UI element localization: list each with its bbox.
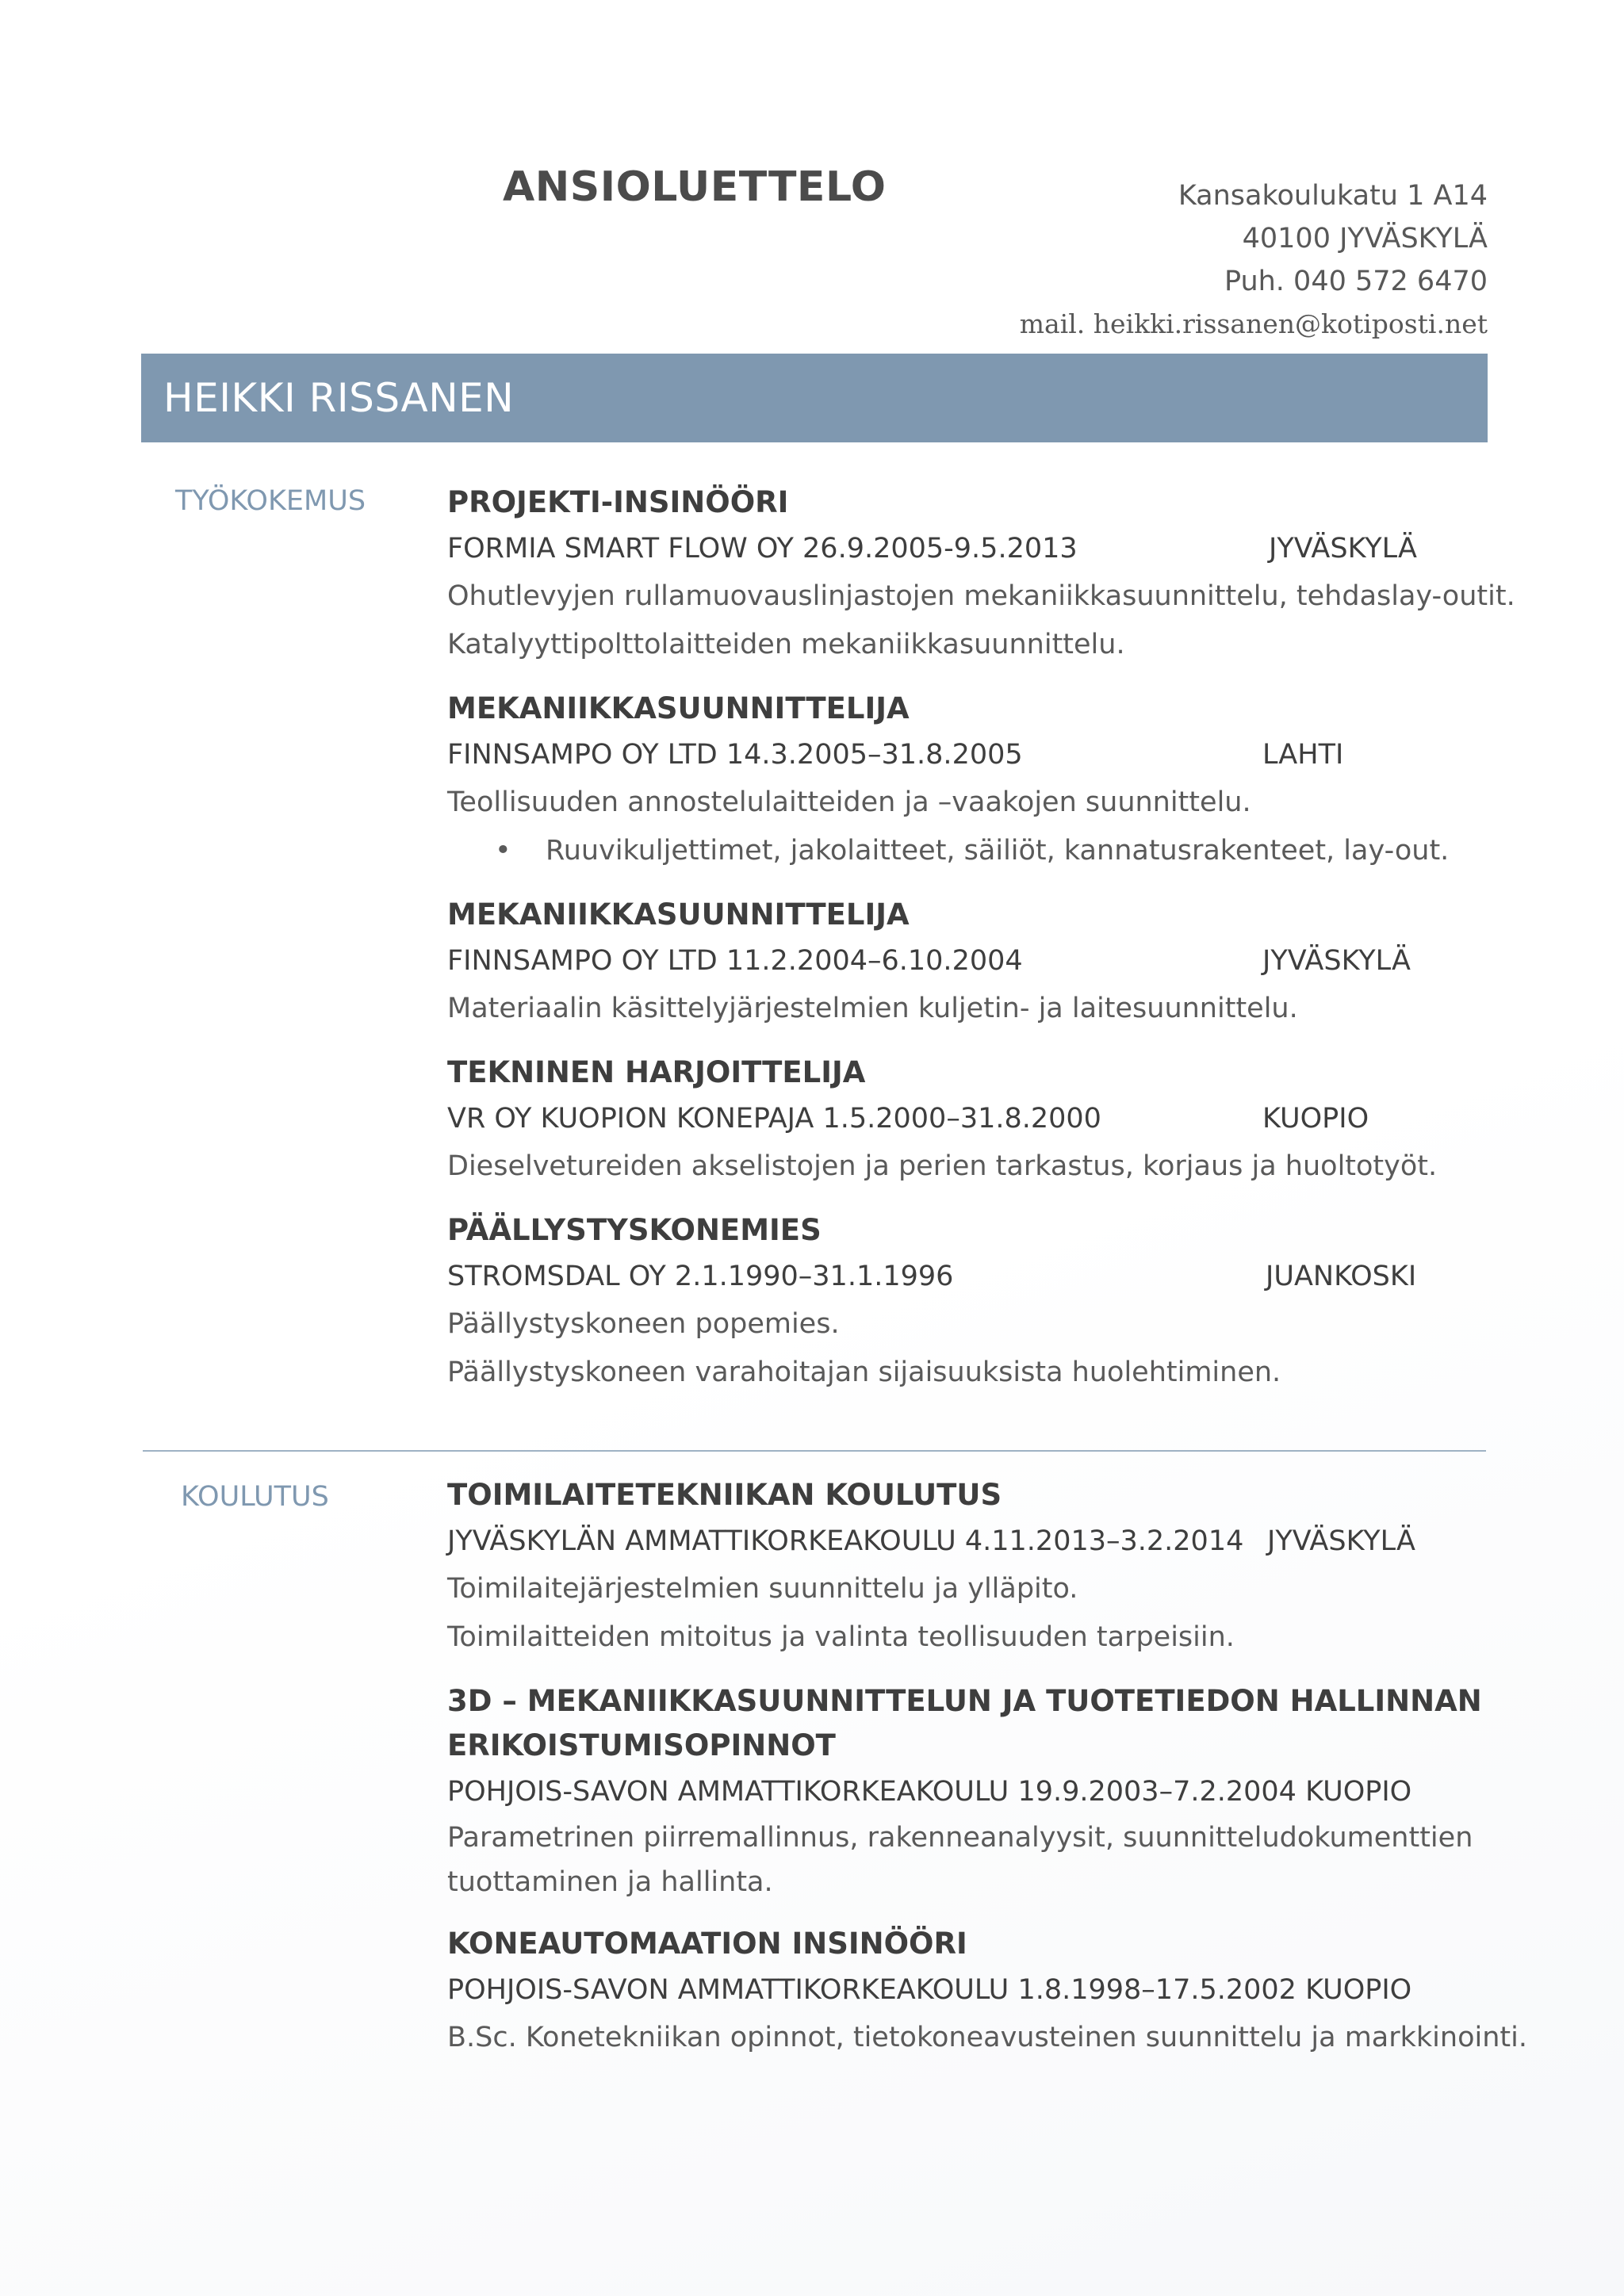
- job-title: TEKNINEN HARJOITTELIJA: [447, 1055, 866, 1089]
- work-entry: [447, 480, 1515, 669]
- person-name: HEIKKI RISSANEN: [163, 375, 515, 421]
- job-title: PÄÄLLYSTYSKONEMIES: [447, 1213, 822, 1247]
- school-line: [447, 1966, 1478, 2014]
- degree-title: [447, 1679, 1482, 1768]
- degree-title-line: ERIKOISTUMISOPINNOT: [447, 1728, 836, 1762]
- employer-line: [447, 1253, 1478, 1300]
- employer-line: [447, 731, 1478, 779]
- school-name: POHJOIS-SAVON AMMATTIKORKEAKOULU: [447, 1974, 1009, 2006]
- job-city: JYVÄSKYLÄ: [1269, 533, 1417, 564]
- address-line-2: 40100 JYVÄSKYLÄ: [1242, 223, 1488, 254]
- work-entry: [447, 1208, 1478, 1397]
- study-description-line: Parametrinen piirremallinnus, rakenneanalyysit, suunnitteludokumenttien: [447, 1822, 1473, 1854]
- job-description: Ohutlevyjen rullamuovauslinjastojen mekaniikkasuunnittelu, tehdaslay-outit.: [447, 580, 1515, 612]
- job-city: JUANKOSKI: [1266, 1261, 1417, 1292]
- education-entry: [447, 1922, 1527, 2062]
- section-label-education: KOULUTUS: [181, 1481, 329, 1513]
- job-title: PROJEKTI-INSINÖÖRI: [447, 485, 789, 519]
- degree-title: KONEAUTOMAATION INSINÖÖRI: [447, 1927, 967, 1961]
- school-line: [447, 1517, 1478, 1565]
- employer-and-dates: FINNSAMPO OY LTD 14.3.2005–31.8.2005: [447, 739, 1023, 771]
- job-description: Päällystyskoneen varahoitajan sijaisuuksista huolehtiminen.: [447, 1357, 1281, 1388]
- job-city: JYVÄSKYLÄ: [1262, 945, 1411, 977]
- school-city: KUOPIO: [1305, 1974, 1412, 2006]
- section-divider: [143, 1450, 1486, 1452]
- document-title: ANSIOLUETTELO: [503, 163, 887, 211]
- address-line-1: Kansakoulukatu 1 A14: [1178, 180, 1488, 212]
- degree-title-line: 3D – MEKANIIKKASUUNNITTELUN JA TUOTETIEDON HALLINNAN: [447, 1684, 1482, 1718]
- employer-line: [447, 937, 1478, 985]
- employer-and-dates: VR OY KUOPION KONEPAJA 1.5.2000–31.8.2000: [447, 1103, 1101, 1135]
- employer-and-dates: FORMIA SMART FLOW OY 26.9.2005-9.5.2013: [447, 533, 1078, 564]
- job-description: Katalyyttipolttolaitteiden mekaniikkasuunnittelu.: [447, 629, 1125, 660]
- study-dates: 19.9.2003–7.2.2004: [1017, 1776, 1297, 1808]
- school-name: POHJOIS-SAVON AMMATTIKORKEAKOULU: [447, 1776, 1009, 1808]
- education-entry: [447, 1679, 1482, 1904]
- job-city: KUOPIO: [1262, 1103, 1369, 1135]
- contact-block: [1020, 174, 1488, 346]
- school-city: JYVÄSKYLÄ: [1267, 1525, 1415, 1557]
- section-label-work: TYÖKOKEMUS: [175, 485, 366, 517]
- employer-line: [447, 525, 1478, 572]
- phone-number: Puh. 040 572 6470: [1224, 266, 1488, 297]
- job-bullet: [447, 827, 1478, 875]
- work-entry: [447, 1050, 1478, 1191]
- job-description: Dieselvetureiden akselistojen ja perien tarkastus, korjaus ja huoltotyöt.: [447, 1150, 1438, 1182]
- work-entry: [447, 893, 1478, 1033]
- education-list: [447, 1473, 1527, 2062]
- job-city: LAHTI: [1262, 739, 1344, 771]
- job-title: MEKANIIKKASUUNNITTELIJA: [447, 897, 910, 932]
- school-city: KUOPIO: [1305, 1776, 1412, 1808]
- job-description: Päällystyskoneen popemies.: [447, 1308, 840, 1340]
- job-title: MEKANIIKKASUUNNITTELIJA: [447, 691, 910, 725]
- study-description-line: tuottaminen ja hallinta.: [447, 1866, 773, 1898]
- job-description: Teollisuuden annostelulaitteiden ja –vaakojen suunnittelu.: [447, 786, 1251, 818]
- study-dates: 4.11.2013–3.2.2014: [964, 1525, 1244, 1557]
- name-banner: [141, 354, 1488, 442]
- study-description: [447, 1816, 1478, 1904]
- school-name: JYVÄSKYLÄN AMMATTIKORKEAKOULU: [447, 1525, 956, 1557]
- study-dates: 1.8.1998–17.5.2002: [1017, 1974, 1297, 2006]
- study-description: Toimilaitteiden mitoitus ja valinta teollisuuden tarpeisiin.: [447, 1621, 1235, 1653]
- work-entry: [447, 687, 1478, 875]
- education-entry: [447, 1473, 1478, 1662]
- employer-and-dates: FINNSAMPO OY LTD 11.2.2004–6.10.2004: [447, 945, 1023, 977]
- email-address: mail. heikki.rissanen@kotiposti.net: [1019, 308, 1488, 339]
- bullet-text: Ruuvikuljettimet, jakolaitteet, säiliöt, kannatusrakenteet, lay-out.: [546, 835, 1450, 867]
- bullet-icon: •: [495, 835, 511, 867]
- job-description: Materiaalin käsittelyjärjestelmien kuljetin- ja laitesuunnittelu.: [447, 993, 1298, 1024]
- work-experience-list: [447, 480, 1515, 1397]
- study-description: Toimilaitejärjestelmien suunnittelu ja ylläpito.: [447, 1573, 1078, 1605]
- study-description: B.Sc. Konetekniikan opinnot, tietokoneavusteinen suunnittelu ja markkinointi.: [447, 2022, 1527, 2053]
- degree-title: TOIMILAITETEKNIIKAN KOULUTUS: [447, 1478, 1002, 1512]
- school-line: [447, 1768, 1478, 1816]
- employer-and-dates: STROMSDAL OY 2.1.1990–31.1.1996: [447, 1261, 954, 1292]
- employer-line: [447, 1095, 1478, 1142]
